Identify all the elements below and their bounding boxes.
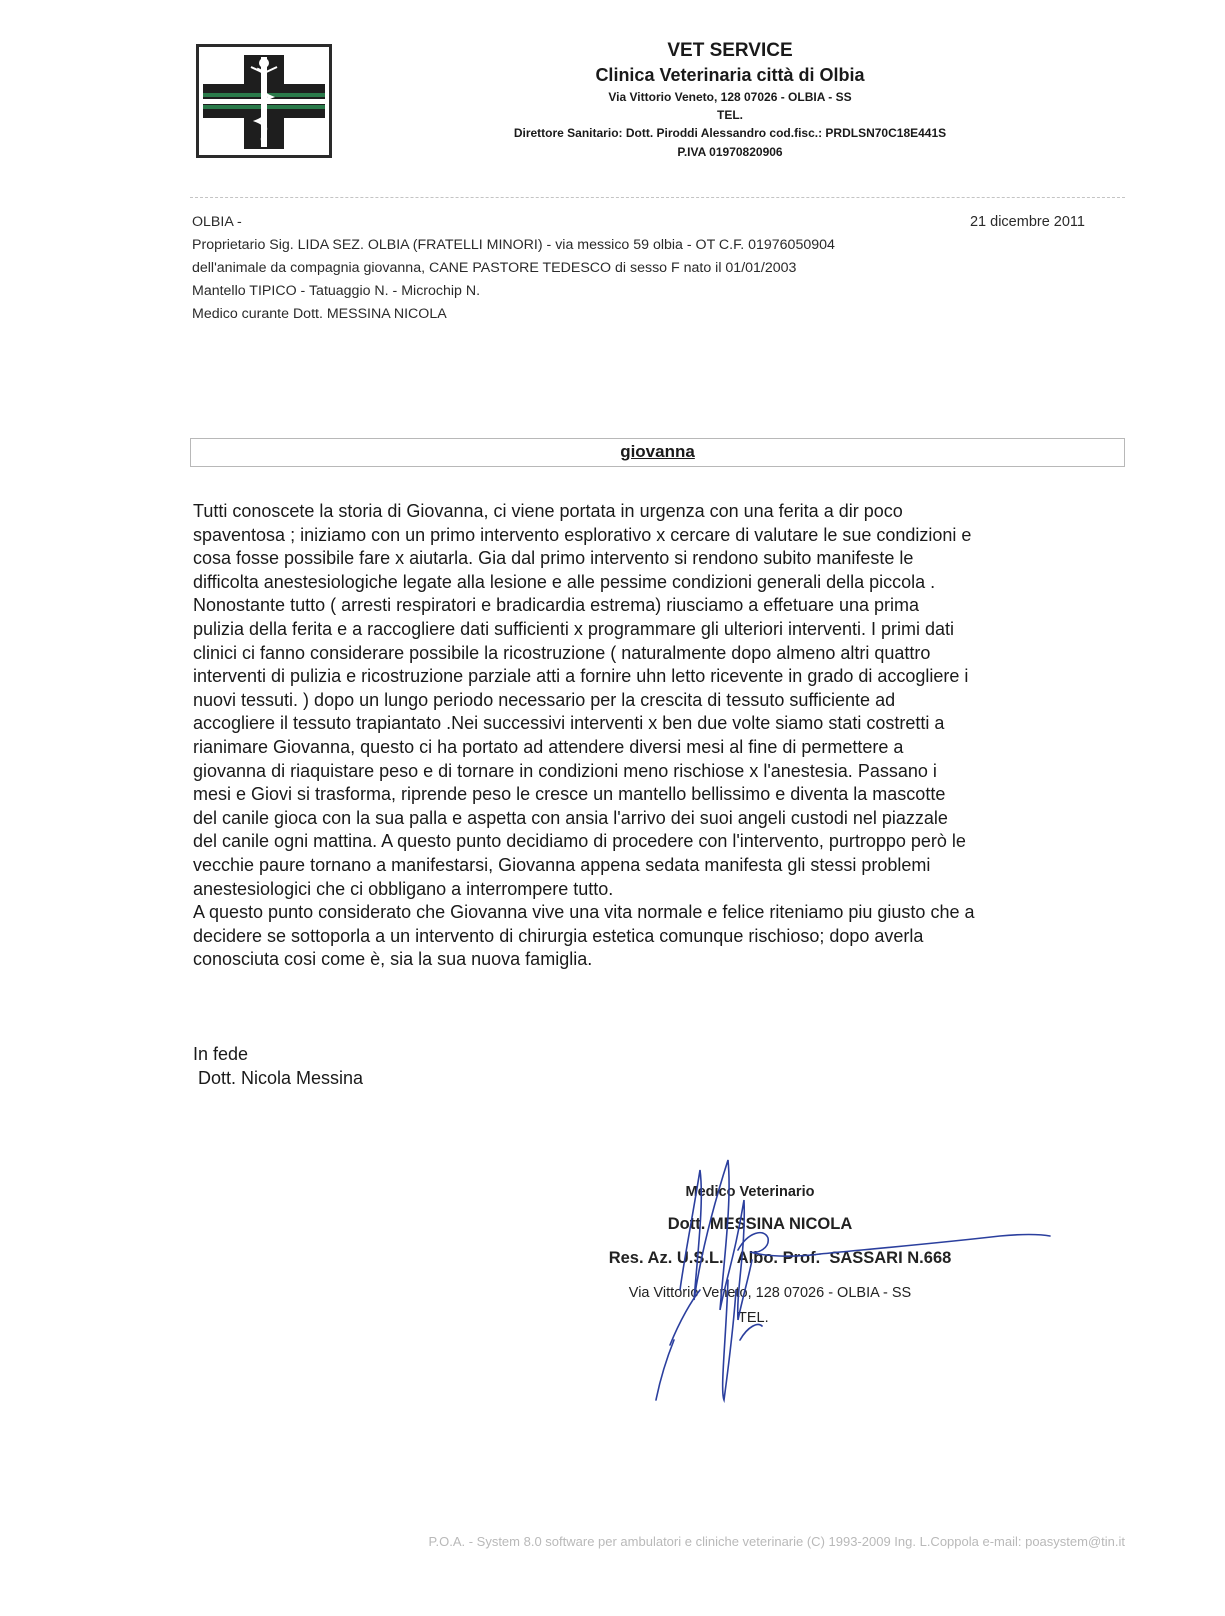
veterinary-cross-caduceus-icon [199, 47, 329, 155]
closing-signatory: Dott. Nicola Messina [193, 1068, 364, 1088]
body-line: difficolta anestesiologiche legate alla lesione e alle pessime condizioni generali della piccola . [193, 571, 936, 592]
body-line: del canile gioca con la sua palla e aspetta con ansia l'arrivo dei suoi angeli custodi nel piazzale [193, 807, 948, 828]
clinic-subtitle: Clinica Veterinaria città di Olbia [595, 65, 865, 85]
body-line: cosa fosse possibile fare x aiutarla. Gia dal primo intervento si rendono subito manifeste le [193, 548, 914, 569]
stamp-registration: Res. Az. U.S.L. Albo. Prof. SASSARI N.668 [608, 1249, 952, 1267]
clinic-address: Via Vittorio Veneto, 128 07026 - OLBIA - SS [608, 90, 852, 104]
info-owner: Proprietario Sig. LIDA SEZ. OLBIA (FRATELLI MINORI) - via messico 59 olbia - OT C.F. 01976050904 [192, 237, 835, 253]
software-footer: P.O.A. - System 8.0 software per ambulatori e cliniche veterinarie (C) 1993-2009 Ing. L.Coppola e-mail: poasystem@tin.it [428, 1534, 1125, 1549]
clinic-tel: TEL. [717, 108, 743, 122]
info-animal: dell'animale da compagnia giovanna, CANE PASTORE TEDESCO di sesso F nato il 01/01/2003 [192, 260, 797, 276]
stamp-tel: TEL. [738, 1310, 769, 1326]
body-line: interventi di pulizia e ricostruzione parziale atti a fornire uhn letto ricevente in grado di accogliere i [193, 666, 969, 687]
body-line: mesi e Giovi si trasforma, riprende peso le cresce un mantello bellissimo e diventa la mascotte [193, 784, 946, 805]
closing-salutation: In fede [193, 1044, 249, 1064]
letter-body [193, 500, 1123, 972]
clinic-name: VET SERVICE [667, 40, 793, 61]
closing [193, 1042, 363, 1090]
stamp-name: Dott. MESSINA NICOLA [667, 1215, 853, 1233]
body-line: clinici ci fanno considerare possibile la ricostruzione ( naturalmente dopo almeno altri quattro [193, 642, 931, 663]
body-line: A questo punto considerato che Giovanna vive una vita normale e felice riteniamo piu giusto che a [193, 902, 975, 923]
info-vet: Medico curante Dott. MESSINA NICOLA [192, 306, 447, 322]
body-line: giovanna di riaquistare peso e di tornare in condizioni meno rischiose x l'anestesia. Passano i [193, 760, 937, 781]
body-line: del canile ogni mattina. A questo punto decidiamo di procedere con l'intervento, purtroppo però le [193, 831, 966, 852]
body-line: conosciuta cosi come è, sia la sua nuova famiglia. [193, 949, 593, 970]
subject-title: giovanna [620, 442, 695, 461]
body-line: nuovi tessuti. ) dopo un lungo periodo necessario per la crescita di tessuto sufficiente ad [193, 689, 896, 710]
clinic-director: Direttore Sanitario: Dott. Piroddi Alessandro cod.fisc.: PRDLSN70C18E441S [513, 126, 947, 140]
clinic-vat: P.IVA 01970820906 [677, 145, 783, 159]
body-line: decidere se sottoporla a un intervento di chirurgia estetica comunque rischioso; dopo averla [193, 925, 924, 946]
body-line: anestesiologici che ci obbligano a interrompere tutto. [193, 878, 614, 899]
info-date: 21 dicembre 2011 [969, 214, 1085, 230]
body-line: vecchie paure tornano a manifestarsi, Giovanna appena sedata manifesta gli stessi problemi [193, 854, 931, 875]
body-line: spaventosa ; iniziamo con un primo intervento esplorativo x cercare di valutare le sue condizioni e [193, 524, 972, 545]
stamp-role: Medico Veterinario [685, 1184, 815, 1200]
stamp-address: Via Vittorio Veneto, 128 07026 - OLBIA - SS [628, 1285, 912, 1301]
info-place: OLBIA - [192, 214, 242, 230]
body-line: accogliere il tessuto trapiantato .Nei successivi interventi x ben due volte siamo stati costretti a [193, 713, 945, 734]
info-coat: Mantello TIPICO - Tatuaggio N. - Microchip N. [192, 283, 481, 299]
body-line: rianimare Giovanna, questo ci ha portato ad attendere diversi mesi al fine di permettere a [193, 736, 904, 757]
body-line: Nonostante tutto ( arresti respiratori e bradicardia estrema) riusciamo a effetuare una prima [193, 595, 920, 616]
header-divider [190, 197, 1125, 198]
body-line: pulizia della ferita e a raccogliere dati sufficienti x programmare gli ulteriori interventi. I primi dati [193, 618, 955, 639]
clinic-logo [196, 44, 332, 158]
body-line: Tutti conoscete la storia di Giovanna, ci viene portata in urgenza con una ferita a dir poco [193, 501, 903, 521]
